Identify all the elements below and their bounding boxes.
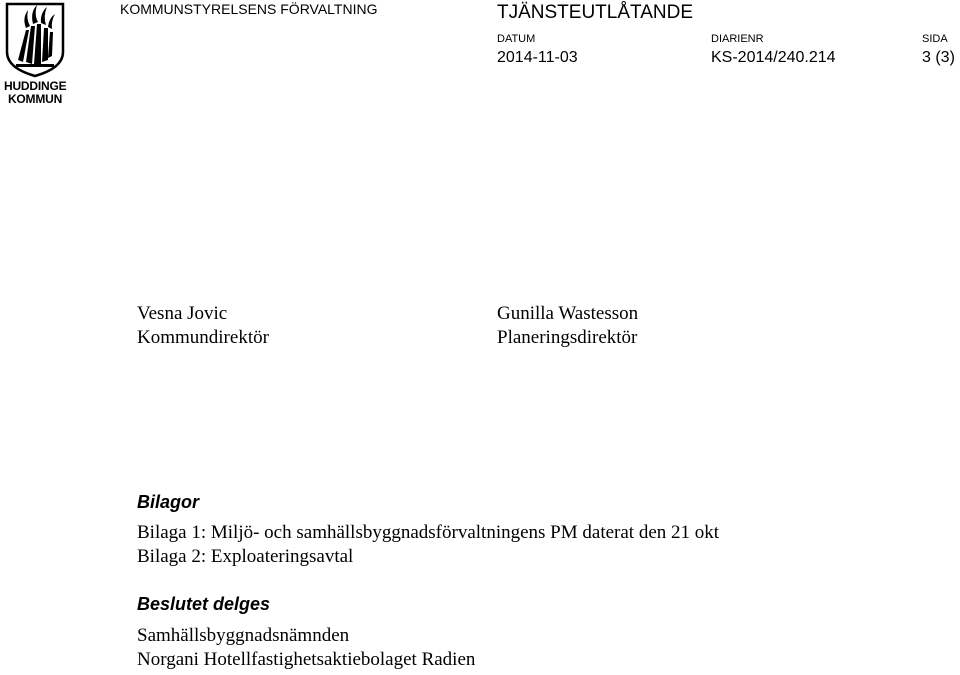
list-item: Bilaga 1: Miljö- och samhällsbyggnadsförvaltningens PM daterat den 21 okt xyxy=(137,522,720,543)
date-value: 2014-11-03 xyxy=(497,49,578,66)
signatory-title: Kommundirektör xyxy=(137,327,269,348)
signature-block-left xyxy=(137,302,269,350)
diary-number-value: KS-2014/240.214 xyxy=(711,49,836,66)
list-item: Samhällsbyggnadsnämnden xyxy=(137,625,350,646)
organization-name: KOMMUNSTYRELSENS FÖRVALTNING xyxy=(120,1,378,17)
list-item: Norgani Hotellfastighetsaktiebolaget Radien xyxy=(137,649,476,670)
signatory-name: Gunilla Wastesson xyxy=(497,303,639,324)
municipality-logo xyxy=(4,2,66,106)
logo-text-line2: KOMMUN xyxy=(7,92,63,106)
distribution-heading: Beslutet delges xyxy=(137,594,271,614)
attachments-list xyxy=(137,521,719,569)
distribution-list xyxy=(137,624,475,672)
date-label: DATUM xyxy=(497,33,536,45)
signatory-title: Planeringsdirektör xyxy=(497,327,638,348)
document-type: TJÄNSTEUTLÅTANDE xyxy=(497,2,694,23)
attachments-heading: Bilagor xyxy=(137,492,200,512)
page-label: SIDA xyxy=(922,33,948,45)
diary-number-label: DIARIENR xyxy=(711,33,764,45)
logo-text-line1: HUDDINGE xyxy=(4,79,67,93)
signatory-name: Vesna Jovic xyxy=(137,303,228,324)
signature-block-right xyxy=(497,302,638,350)
coat-of-arms-icon xyxy=(4,2,66,78)
page-value: 3 (3) xyxy=(922,49,955,66)
list-item: Bilaga 2: Exploateringsavtal xyxy=(137,546,354,567)
